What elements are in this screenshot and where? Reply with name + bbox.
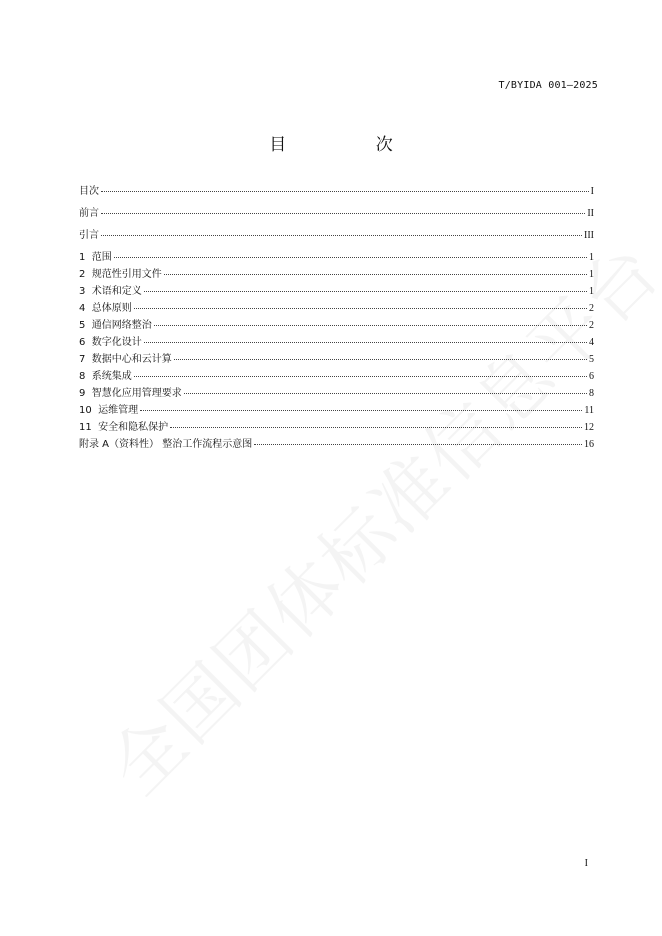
toc-entry[interactable] — [79, 439, 594, 451]
toc-entry-page: I — [590, 186, 594, 197]
toc-entry-page: 16 — [584, 439, 594, 450]
dot-leader — [144, 291, 587, 292]
dot-leader — [140, 410, 582, 411]
table-of-contents — [79, 186, 594, 456]
toc-entry-label: 3 术语和定义 — [79, 286, 142, 297]
toc-entry-label: 前言 — [79, 208, 99, 219]
toc-entry[interactable] — [79, 186, 594, 198]
toc-entry-page: 1 — [589, 286, 594, 297]
toc-entry-page: II — [587, 208, 594, 219]
toc-entry-page: 1 — [589, 269, 594, 280]
page-number: I — [584, 858, 588, 869]
toc-entry-label: 2 规范性引用文件 — [79, 269, 162, 280]
toc-entry[interactable] — [79, 286, 594, 298]
toc-entry[interactable] — [79, 354, 594, 366]
toc-entry-label: 附录 A（资料性） 整治工作流程示意图 — [79, 439, 253, 450]
dot-leader — [114, 257, 587, 258]
toc-entry-page: 2 — [589, 303, 594, 314]
toc-entry[interactable] — [79, 337, 594, 349]
dot-leader — [134, 376, 587, 377]
dot-leader — [184, 393, 587, 394]
dot-leader — [174, 359, 587, 360]
dot-leader — [144, 342, 587, 343]
dot-leader — [164, 274, 587, 275]
dot-leader — [101, 213, 585, 214]
toc-entry[interactable] — [79, 208, 594, 220]
dot-leader — [134, 308, 587, 309]
toc-entry-label: 9 智慧化应用管理要求 — [79, 388, 182, 399]
toc-entry[interactable] — [79, 320, 594, 332]
toc-entry-label: 8 系统集成 — [79, 371, 132, 382]
dot-leader — [254, 444, 582, 445]
toc-entry-page: 5 — [589, 354, 594, 365]
toc-entry-label: 目次 — [79, 186, 99, 197]
toc-entry-page: 1 — [589, 252, 594, 263]
dot-leader — [154, 325, 587, 326]
toc-entry[interactable] — [79, 388, 594, 400]
toc-entry-label: 1 范围 — [79, 252, 112, 263]
toc-entry-label: 6 数字化设计 — [79, 337, 142, 348]
toc-entry-label: 4 总体原则 — [79, 303, 132, 314]
toc-entry-page: 4 — [589, 337, 594, 348]
toc-entry-page: 2 — [589, 320, 594, 331]
dot-leader — [101, 235, 582, 236]
toc-entry-page: 6 — [589, 371, 594, 382]
toc-entry[interactable] — [79, 422, 594, 434]
toc-entry-label: 10 运维管理 — [79, 405, 139, 416]
toc-entry-label: 5 通信网络整治 — [79, 320, 152, 331]
toc-entry-label: 7 数据中心和云计算 — [79, 354, 172, 365]
document-code: T/BYIDA 001—2025 — [498, 80, 598, 91]
toc-entry[interactable] — [79, 303, 594, 315]
toc-entry-page: 8 — [589, 388, 594, 399]
toc-entry-label: 引言 — [79, 230, 99, 241]
dot-leader — [170, 427, 582, 428]
toc-entry[interactable] — [79, 252, 594, 264]
toc-entry-label: 11 安全和隐私保护 — [79, 422, 169, 433]
toc-entry[interactable] — [79, 230, 594, 242]
toc-entry[interactable] — [79, 371, 594, 383]
toc-entry[interactable] — [79, 405, 594, 417]
page-title: 目 次 — [269, 135, 435, 155]
toc-entry-page: 12 — [584, 422, 594, 433]
toc-entry-page: III — [584, 230, 594, 241]
dot-leader — [101, 191, 589, 192]
toc-entry-page: 11 — [584, 405, 594, 416]
toc-entry[interactable] — [79, 269, 594, 281]
